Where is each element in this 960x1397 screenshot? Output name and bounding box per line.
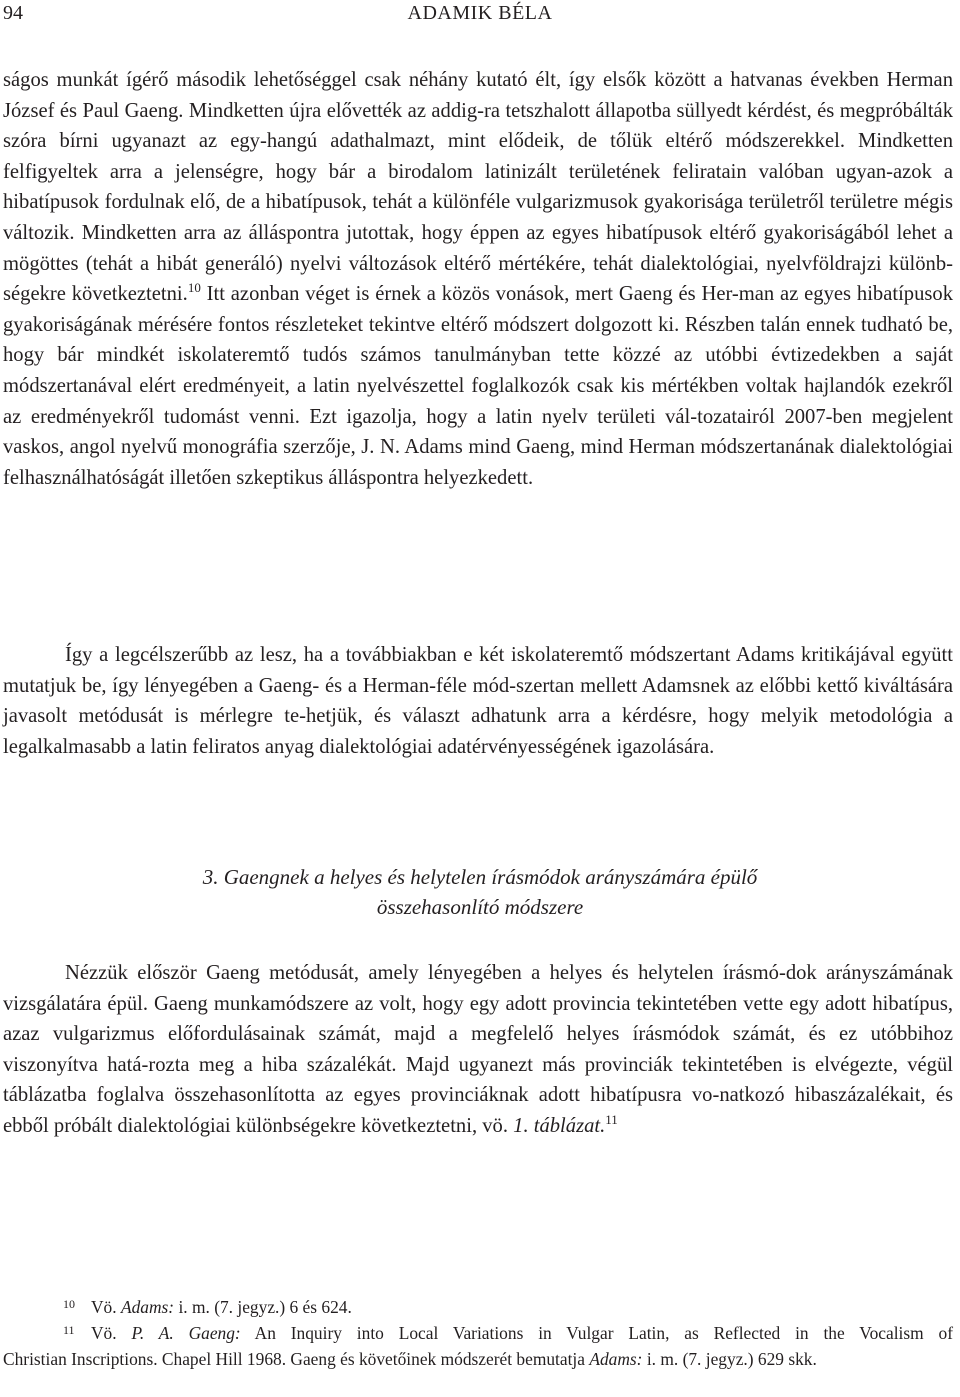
page-number: 94 <box>3 2 23 24</box>
paragraph-2-text: Így a legcélszerűbb az lesz, ha a továbbiakban e két iskolateremtő módszertant Adams kritikájával együtt mutatjuk be, így lényegében a Gaeng- és a Herman-féle mód-szertan mellett Adamsnek az előbbi kettő kiváltására javasolt metódusát is mérlegre te-hetjük, és választ adhatunk arra a kérdésre, hogy melyik metodológia a legalkalmasabb a latin feliratos anyag dialektológiai adatérvényességének igazolására. <box>3 644 953 758</box>
footnote-10-author: Adams: <box>120 1297 175 1317</box>
footnote-11-rest: i. m. (7. jegyz.) 629 skk. <box>642 1349 817 1369</box>
section-heading-line-1: 3. Gaengnek a helyes és helytelen írásmódok arányszámára épülő <box>202 865 758 889</box>
section-heading <box>120 862 840 922</box>
footnote-11-title: An Inquiry into Local Variations in Vulgar Latin, as Reflected in the Vocalism of <box>240 1323 954 1343</box>
paragraph-3 <box>3 958 953 1142</box>
footnote-10-prefix: Vö. <box>91 1297 121 1317</box>
footnote-10-rest: i. m. (7. jegyz.) 6 és 624. <box>174 1297 352 1317</box>
footnote-11-author-2: Adams: <box>589 1349 643 1369</box>
section-heading-line-2: összehasonlító módszere <box>376 895 584 919</box>
footnote-10: 10 Vö. Adams: i. m. (7. jegyz.) 6 és 624. <box>63 1297 352 1317</box>
paragraph-1 <box>3 65 953 493</box>
paragraph-3-body: Nézzük először Gaeng metódusát, amely lényegében a helyes és helytelen írásmó-dok arányszámának vizsgálatára épül. Gaeng munkamódszere az volt, hogy egy adott provincia tekintetében vette egy adott hibatípus, azaz vulgarizmus előfordulásainak számát, majd a megfelelő helyes írásmódok számát, és ez utóbbihoz viszonyítva hatá-rozta meg a hiba százalékát. Majd ugyanezt más provinciák tekintetében is elvégezte, végül táblázatba foglalva összehasonlította az egyes provinciáknak adott hibatípusra vo-natkozó hibaszázalékait, és ebből próbált dialektológiai különbségekre következtetni, vö. <box>3 962 953 1137</box>
paragraph-3-text <box>3 958 953 1142</box>
footnote-ref-11[interactable]: 11 <box>605 1111 618 1127</box>
paragraph-1-part-b: Itt azonban véget is érnek a közös vonások, mert Gaeng és Her-man az egyes hibatípusok gyakoriságának mérésére fontos részleteket tekintve eltérő módszert dolgozott ki. Részben talán ennek tudható be, hogy bár mindkét iskolateremtő tudós számos tanulmányban tette közzé az utóbbi évtizedekben a saját módszertanával elért eredményeit, a latin nyelvészettel foglalkozók csak kis mértékben voltak hajlandók ezekről az eredményekről tudomást venni. Ezt igazolja, hogy a latin nyelv területi vál-tozatairól 2007-ben megjelent vaskos, angol nyelvű monográfia szerzője, J. N. Adams mind Gaeng, mind Herman módszertanának dialektológiai felhasználhatóságát illetően szkeptikus álláspontra helyezkedett. <box>3 283 953 489</box>
footnotes <box>3 1294 953 1372</box>
paragraph-1-text <box>3 65 953 493</box>
paragraph-2 <box>3 640 953 762</box>
footnote-11 <box>3 1320 953 1372</box>
table-reference[interactable]: 1. táblázat. <box>513 1114 606 1137</box>
running-title: ADAMIK BÉLA <box>407 2 553 24</box>
footnote-11-first-line: 11 Vö. P. A. Gaeng: An Inquiry into Local Variations in Vulgar Latin, as Reflected in the Vocalism of <box>63 1323 954 1343</box>
running-head <box>3 0 957 26</box>
paragraph-1-part-a: ságos munkát ígérő második lehetőséggel csak néhány kutató élt, így elsők között a hatvanas években Herman József és Paul Gaeng. Mindketten újra elővették az addig-ra tetszhalott állapotba süllyedt kérdést, és megpróbálták szóra bírni ugyanazt az egy-hangú adathalmazt, mint elődeik, de tőlük eltérő módszerekkel. Mindketten felfigyeltek arra a jelenségre, hogy bár a birodalom latinizált területének feliratain valóban ugyan-azok a hibatípusok fordulnak elő, de a hibatípusok, tehát a különféle vulgarizmusok gyakorisága területről területre mégis változik. Mindketten arra az álláspontra jutottak, hogy éppen az egyes hibatípusok eltérő gyakoriságából lehet a mögöttes (tehát a hibát generáló) nyelvi változások eltérő mértékére, tehát dialektológiai, nyelvföldrajzi különb-ségekre következtetni. <box>3 69 953 306</box>
footnote-11-continuation: Christian Inscriptions. Chapel Hill 1968. Gaeng és követőinek módszerét bemutatja <box>3 1349 590 1369</box>
footnote-ref-10[interactable]: 10 <box>187 280 201 296</box>
footnote-11-prefix: Vö. <box>91 1323 132 1343</box>
footnote-11-author: P. A. Gaeng: <box>131 1323 241 1343</box>
